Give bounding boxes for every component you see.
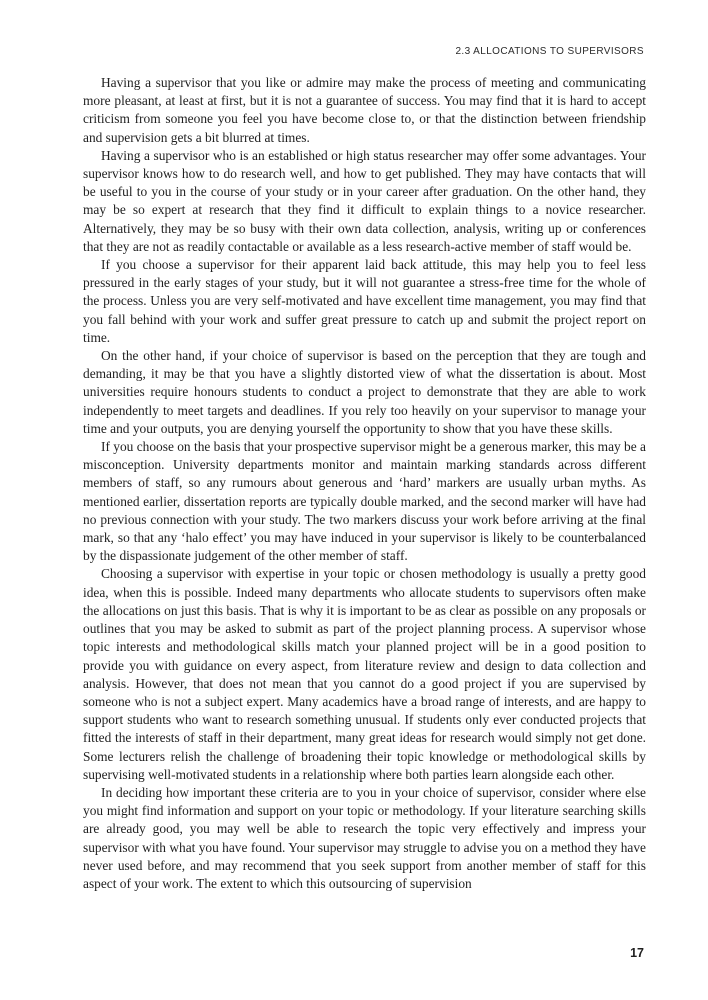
paragraph-4: On the other hand, if your choice of supervisor is based on the perception that they are tough and demanding, it may be that you have a slightly distorted view of what the dissertation is about. Most universities require honours students to conduct a project to demonstrate that they are able to work independently to meet targets and deadlines. If you rely too heavily on your supervisor to manage your time and your outputs, you are denying yourself the opportunity to show that you have these skills. [83, 348, 646, 436]
paragraph-1: Having a supervisor that you like or admire may make the process of meeting and communicating more pleasant, at least at first, but it is not a guarantee of success. You may find that it is hard to accept criticism from someone you feel you have become close to, or that the distinction between friendship and supervision gets a bit blurred at times. [83, 75, 646, 145]
running-head: 2.3 ALLOCATIONS TO SUPERVISORS [455, 46, 644, 57]
body-text [83, 74, 646, 893]
paragraph-7: In deciding how important these criteria are to you in your choice of supervisor, consider where else you might find information and support on your topic or methodology. If your literature searching skills are already good, you may well be able to research the topic very effectively and impress your supervisor with what you have found. Your supervisor may struggle to advise you on a method they have never used before, and may recommend that you seek support from another member of staff for this aspect of your work. The extent to which this outsourcing of supervision [83, 784, 646, 891]
paragraph-3: If you choose a supervisor for their apparent laid back attitude, this may help you to feel less pressured in the early stages of your study, but it will not guarantee a stress-free time for the whole of the process. Unless you are very self-motivated and have excellent time management, you may find that you fall behind with your work and suffer great pressure to catch up and submit the project report on time. [83, 257, 646, 345]
paragraph-5: If you choose on the basis that your prospective supervisor might be a generous marker, this may be a misconception. University departments monitor and maintain marking standards across different members of staff, so any rumours about generous and ‘hard’ markers are usually urban myths. As mentioned earlier, dissertation reports are typically double marked, and the second marker will have had no previous connection with your study. The two markers discuss your work before arriving at the final mark, so that any ‘halo effect’ you may have induced in your supervisor is likely to be counterbalanced by the dispassionate judgement of the other member of staff. [83, 439, 646, 564]
page-number: 17 [630, 946, 644, 960]
paragraph-2: Having a supervisor who is an established or high status researcher may offer some advantages. Your supervisor knows how to do research well, and how to get published. They may have contacts that will be useful to you in the course of your study or in your career after graduation. On the other hand, they may be so expert at research that they find it difficult to explain things to a novice researcher. Alternatively, they may be so busy with their own data collection, analysis, writing up or conferences that they are not as readily contactable or available as a less research-active member of staff would be. [83, 147, 646, 254]
paragraph-6: Choosing a supervisor with expertise in your topic or chosen methodology is usually a pretty good idea, when this is possible. Indeed many departments who allocate students to supervisors often make the allocations on just this basis. That is why it is important to be as clear as possible on any proposals or outlines that you may be asked to submit as part of the project planning process. A supervisor whose topic interests and methodological skills match your planned project will be in a good position to provide you with guidance on every aspect, from literature review and design to data collection and analysis. However, that does not mean that you cannot do a good project if you are supervised by someone who is not a subject expert. Many academics have a broad range of interests, and are happy to support students who want to research something unusual. If students only ever conducted projects that fitted the interests of staff in their department, many great ideas for research would simply not get done. Some lecturers relish the challenge of broadening their topic knowledge or methodological skills by supervising well-motivated students in a relationship where both parties learn alongside each other. [83, 566, 646, 782]
